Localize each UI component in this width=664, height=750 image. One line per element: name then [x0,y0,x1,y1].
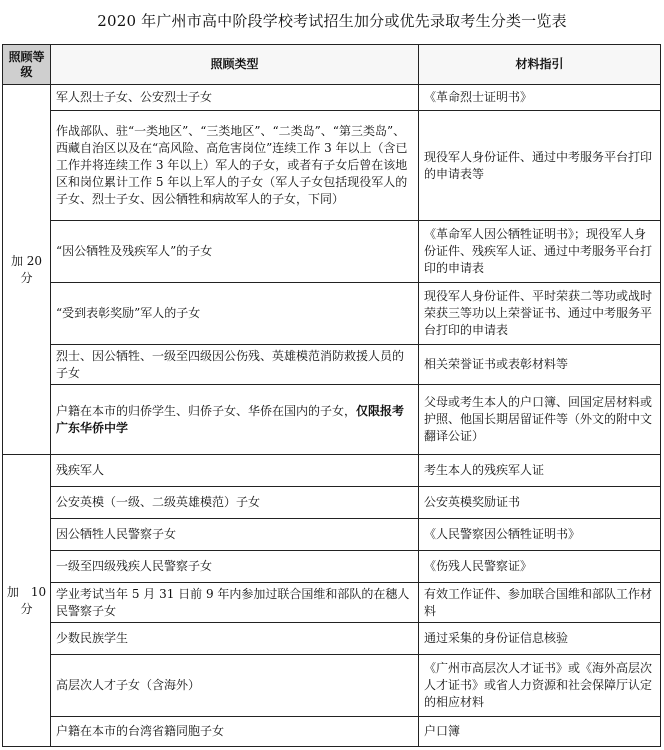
table-row [3,111,661,221]
table-row [3,655,661,717]
table-row [3,385,661,455]
table-row [3,487,661,519]
type-cell: 军人烈士子女、公安烈士子女 [51,85,419,111]
level-10-cell: 加 10 分 [3,455,51,747]
header-type: 照顾类型 [51,45,419,85]
table-row [3,519,661,551]
material-cell: 现役军人身份证件、平时荣获二等功或战时荣获三等功以上荣誉证书、通过中考服务平台打印的申请表 [419,283,661,345]
material-cell: 《广州市高层次人才证书》或《海外高层次人才证书》或省人力资源和社会保障厅认定的相应材料 [419,655,661,717]
table-row [3,85,661,111]
header-level: 照顾等级 [3,45,51,85]
material-cell: 《伤残人民警察证》 [419,551,661,583]
type-cell: 高层次人才子女（含海外） [51,655,419,717]
table-row [3,283,661,345]
material-cell: 《革命烈士证明书》 [419,85,661,111]
type-text: 户籍在本市的归侨学生、归侨子女、华侨在国内的子女， [56,403,357,418]
bonus-points-table [2,44,661,747]
type-cell [51,385,419,455]
type-cell: 学业考试当年 5 月 31 日前 9 年内参加过联合国维和部队的在穗人民警察子女 [51,583,419,623]
material-cell: 父母或考生本人的户口簿、回国定居材料或护照、他国长期居留证件等（外文的附中文翻译公证） [419,385,661,455]
document-title: 2020 年广州市高中阶段学校考试招生加分或优先录取考生分类一览表 [97,12,567,30]
table-row [3,717,661,747]
type-cell: “受到表彰奖励”军人的子女 [51,283,419,345]
material-cell: 相关荣誉证书或表彰材料等 [419,345,661,385]
header-row [3,45,661,85]
table-row [3,623,661,655]
type-cell: 作战部队、驻“一类地区”、“三类地区”、“二类岛”、“第三类岛”、西藏自治区以及在“高风险、高危害岗位”连续工作 3 年以上（含已工作并将连续工作 3 年以上）军人的子女，或者有子女后曾在该地区和岗位累计工作 5 年以上军人的子女（军人子女包括现役军人的子女、烈士子女、因公牺牲和病故军人的子女，下同） [51,111,419,221]
type-cell: “因公牺牲及残疾军人”的子女 [51,221,419,283]
type-cell: 因公牺牲人民警察子女 [51,519,419,551]
material-cell: 户口簿 [419,717,661,747]
material-cell: 通过采集的身份证信息核验 [419,623,661,655]
type-cell: 烈士、因公牺牲、一级至四级因公伤残、英雄模范消防救援人员的子女 [51,345,419,385]
type-cell: 少数民族学生 [51,623,419,655]
table-row [3,221,661,283]
material-cell: 现役军人身份证件、通过中考服务平台打印的申请表等 [419,111,661,221]
type-cell: 残疾军人 [51,455,419,487]
material-cell: 有效工作证件、参加联合国维和部队工作材料 [419,583,661,623]
type-bold-note: 仅限报考广东华侨中学 [56,403,405,435]
table-row [3,345,661,385]
material-cell: 公安英模奖励证书 [419,487,661,519]
table-row [3,583,661,623]
table-row [3,551,661,583]
table-row [3,455,661,487]
type-cell: 公安英模（一级、二级英雄模范）子女 [51,487,419,519]
material-cell: 考生本人的残疾军人证 [419,455,661,487]
header-material: 材料指引 [419,45,661,85]
material-cell: 《人民警察因公牺牲证明书》 [419,519,661,551]
material-cell: 《革命军人因公牺牲证明书》；现役军人身份证件、残疾军人证、通过中考服务平台打印的申请表 [419,221,661,283]
type-cell: 户籍在本市的台湾省籍同胞子女 [51,717,419,747]
level-20-cell: 加 20 分 [3,85,51,455]
type-cell: 一级至四级残疾人民警察子女 [51,551,419,583]
